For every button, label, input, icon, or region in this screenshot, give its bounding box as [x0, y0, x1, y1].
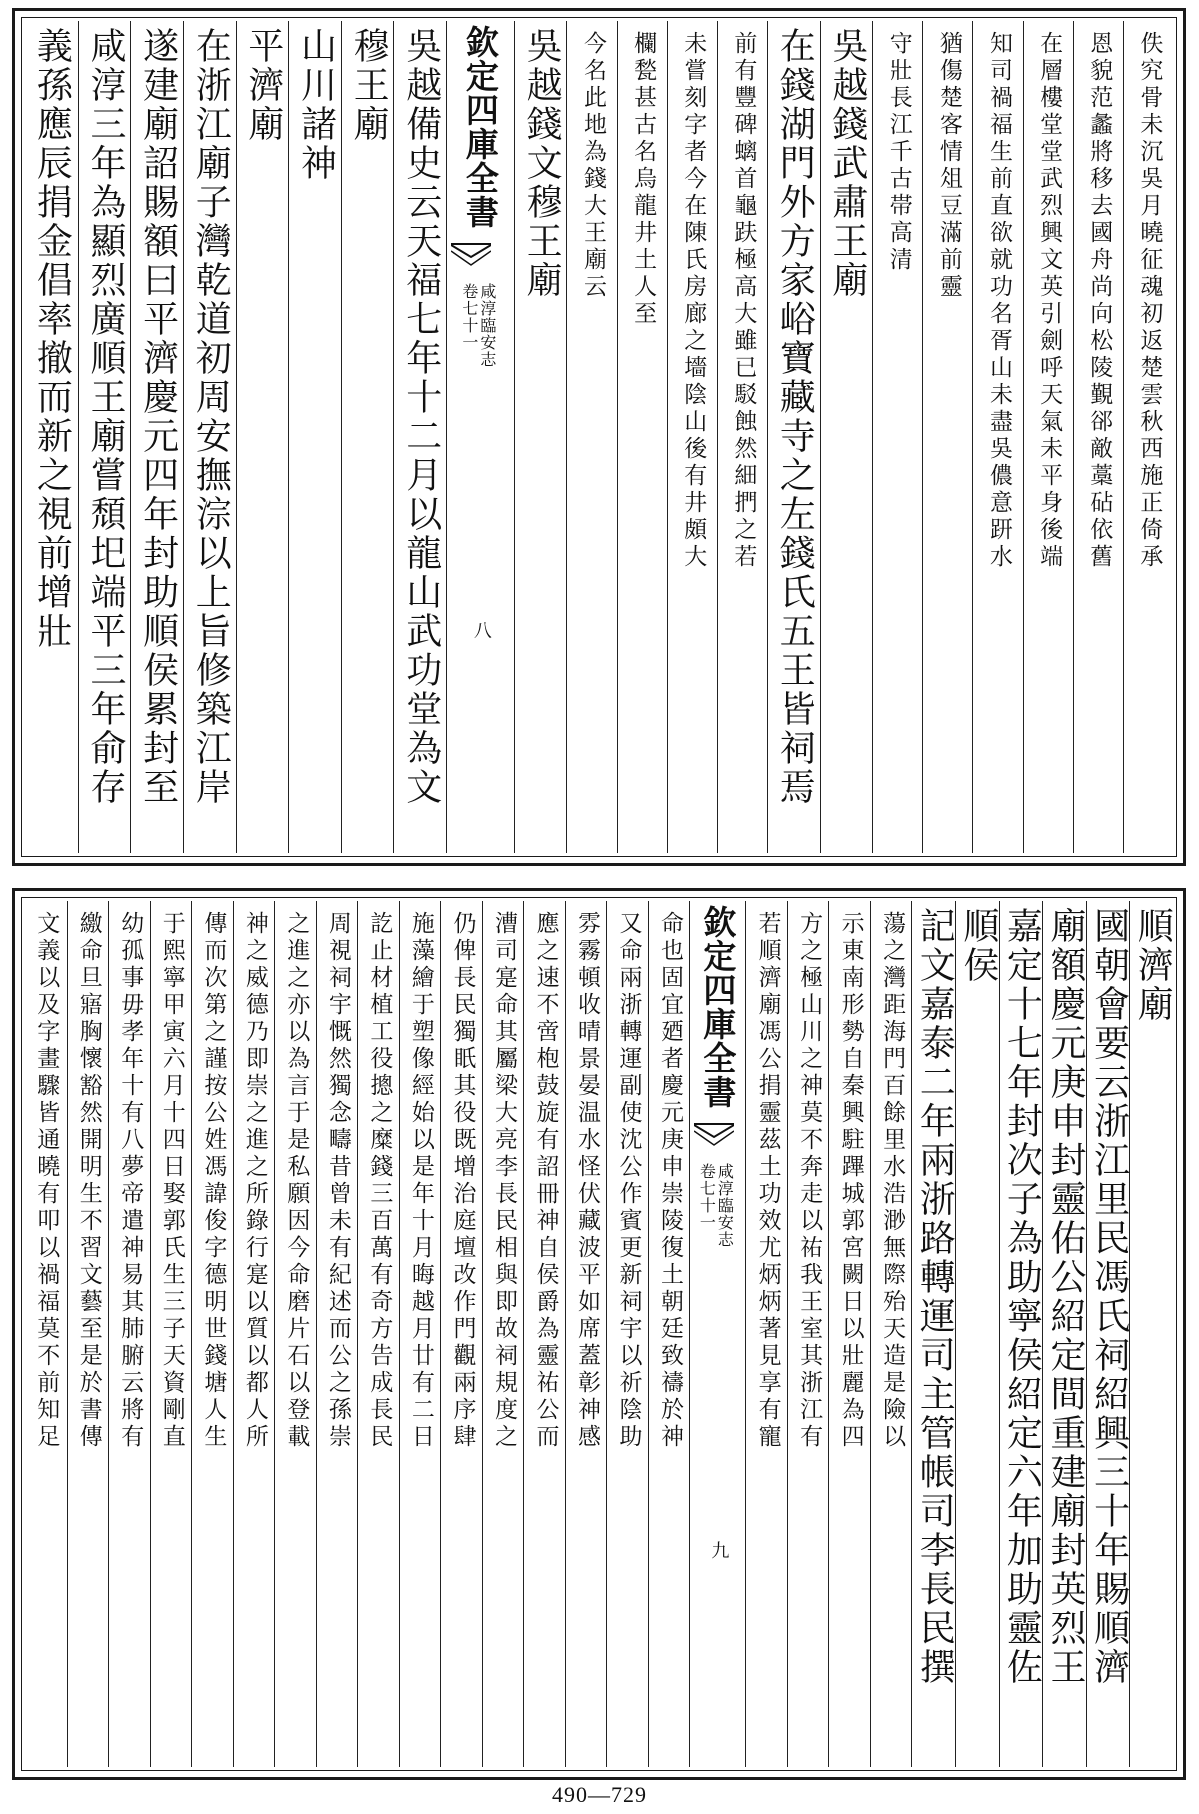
column-text: 未嘗刻字者今在陳氏房廊之墻陰山後有井頗大	[680, 31, 707, 571]
text-column	[183, 21, 236, 853]
text-column	[617, 21, 667, 853]
gutter-folio-number: 八	[470, 621, 492, 639]
column-text: 猶傷楚客情俎豆滿前靈	[935, 31, 962, 301]
column-text: 在層樓堂堂武烈興文英引劍呼天氣未平身後端	[1036, 31, 1063, 571]
text-column	[565, 901, 607, 1767]
column-text: 吳越錢文穆王廟	[521, 27, 563, 300]
text-column	[67, 901, 109, 1767]
column-text: 蕩之灣距海門百餘里水浩渺無際殆天造是險以	[879, 911, 906, 1451]
column-text: 嘉定十七年封次子為助寧侯紹定六年加助靈佐	[1001, 907, 1043, 1687]
column-text: 吳越備史云天福七年十二月以龍山武功堂為文	[400, 27, 442, 807]
column-text: 知司禍福生前直欲就功名胥山未盡吳儂意趼水	[986, 31, 1013, 571]
column-text: 仍俾長民獨眂其役既增治庭壇改作門觀兩序肆	[449, 911, 476, 1451]
column-text: 又命兩浙轉運副使沈公作賓更新祠宇以祈陰助	[615, 911, 642, 1451]
bottom-page-frame	[12, 888, 1186, 1780]
column-text: 雰霧頓收晴景晏温水怪伏藏波平如席蓋彰神感	[573, 911, 600, 1451]
gutter-folio-number: 九	[708, 1541, 730, 1559]
bottom-page-columns	[25, 901, 1173, 1767]
column-text: 傳而次第之謹按公姓馮諱俊字德明世錢塘人生	[200, 911, 227, 1451]
text-column	[274, 901, 316, 1767]
top-page-frame	[12, 8, 1186, 866]
gutter-title: 欽定四庫全書	[698, 905, 738, 1109]
column-text: 佚究骨未沉吳月曉征魂初返楚雲秋西施正倚承	[1136, 31, 1163, 571]
text-column	[316, 901, 358, 1767]
text-column	[872, 21, 922, 853]
column-text: 在錢湖門外方家峪寶藏寺之左錢氏五王皆祠焉	[774, 27, 816, 807]
text-column	[233, 901, 275, 1767]
column-text: 若順濟廟馮公捐靈茲土功效尤炳炳著見享有寵	[754, 911, 781, 1451]
text-column	[972, 21, 1022, 853]
gutter-title: 欽定四庫全書	[460, 25, 500, 229]
text-column	[191, 901, 233, 1767]
column-text: 穆王廟	[348, 27, 390, 144]
column-text: 幼孤事毋孝年十有八夢帝遣神易其肺腑云將有	[117, 911, 144, 1451]
text-column	[828, 901, 870, 1767]
gutter-book-title: 咸淳臨安志	[477, 283, 497, 368]
column-text: 吳越錢武肅王廟	[826, 27, 868, 300]
column-text: 守壯長江千古帯高清	[885, 31, 912, 274]
text-column	[767, 21, 820, 853]
text-column	[1129, 901, 1173, 1767]
column-text: 神之威德乃即崇之進之所錄行寔以質以都人所	[241, 911, 268, 1451]
text-column	[130, 21, 183, 853]
text-column	[1086, 901, 1130, 1767]
column-text: 訖止材植工役摠之糜錢三百萬有奇方告成長民	[366, 911, 393, 1451]
text-column	[1023, 21, 1073, 853]
text-column	[25, 901, 67, 1767]
text-column	[1073, 21, 1123, 853]
column-text: 順濟廟	[1132, 907, 1174, 1024]
column-text: 在浙江廟子灣乾道初周安撫淙以上旨修築江岸	[190, 27, 232, 807]
text-column	[648, 901, 690, 1767]
page-number: 490—729	[552, 1782, 647, 1807]
text-column	[820, 21, 873, 853]
column-text: 命也固宜廼者慶元庚申崇陵復土朝廷致禱於神	[657, 911, 684, 1451]
text-column	[922, 21, 972, 853]
text-column	[745, 901, 787, 1767]
gutter-volume: 卷七十一	[459, 283, 479, 351]
column-text: 廟額慶元庚申封靈佑公紹定間重建廟封英烈王	[1045, 907, 1086, 1687]
column-text: 咸淳三年為顯烈廣順王廟嘗頹圯端平三年俞存	[84, 27, 126, 807]
gutter-book-title: 咸淳臨安志	[715, 1163, 735, 1248]
text-column	[150, 901, 192, 1767]
gutter-volume: 卷七十一	[697, 1163, 717, 1231]
column-text: 方之極山川之神莫不奔走以祐我王室其浙江有	[796, 911, 823, 1451]
column-text: 國朝會要云浙江里民馮氏祠紹興三十年賜順濟	[1088, 907, 1130, 1687]
text-column	[911, 901, 955, 1767]
column-text: 義孫應辰捐金倡率撤而新之視前增壯	[31, 27, 73, 651]
text-column	[357, 901, 399, 1767]
fishtail-mark-icon	[694, 1123, 734, 1149]
text-column	[1123, 21, 1173, 853]
column-text: 欄甃甚古名烏龍井土人至	[630, 31, 657, 328]
text-column	[25, 21, 78, 853]
text-column	[566, 21, 616, 853]
text-column	[108, 901, 150, 1767]
text-column	[482, 901, 524, 1767]
text-column	[440, 901, 482, 1767]
column-text: 漕司寔命其屬梁大亮李長民相與即故祠規度之	[490, 911, 517, 1451]
column-text: 記文嘉泰二年兩浙路轉運司主管帳司李長民撰	[914, 907, 956, 1687]
column-text: 示東南形勢自秦興駐蹕城郭宮闕日以壯麗為四	[837, 911, 864, 1451]
column-text: 順侯	[957, 907, 999, 985]
center-gutter	[446, 21, 514, 853]
text-column	[399, 901, 441, 1767]
text-column	[870, 901, 912, 1767]
column-text: 恩貌范蠡將移去國舟尚向松陵覲郤敵藁砧依舊	[1086, 31, 1113, 571]
fishtail-mark-icon	[451, 243, 491, 269]
center-gutter	[689, 901, 745, 1767]
column-text: 今名此地為錢大王廟云	[579, 31, 606, 301]
column-text: 遂建廟詔賜額曰平濟慶元四年封助順侯累封至	[137, 27, 179, 807]
text-column	[955, 901, 999, 1767]
text-column	[667, 21, 717, 853]
text-column	[1042, 901, 1086, 1767]
text-column	[514, 21, 567, 853]
text-column	[393, 21, 446, 853]
text-column	[523, 901, 565, 1767]
column-text: 文義以及字畫驟皆通曉有叩以禍福莫不前知足	[33, 911, 60, 1451]
text-column	[787, 901, 829, 1767]
text-column	[78, 21, 131, 853]
text-column	[236, 21, 289, 853]
column-text: 之進之亦以為言于是私願因今命磨片石以登載	[283, 911, 310, 1451]
column-text: 于熙寧甲寅六月十四日娶郭氏生三子天資剛直	[158, 911, 185, 1451]
column-text: 周視祠宇慨然獨念疇昔曾未有紀述而公之孫崇	[324, 911, 351, 1451]
column-text: 山川諸神	[295, 27, 337, 183]
top-page-columns	[25, 21, 1173, 853]
text-column	[717, 21, 767, 853]
column-text: 繳命旦寤胸懷豁然開明生不習文藝至是於書傳	[75, 911, 102, 1451]
text-column	[341, 21, 394, 853]
text-column	[606, 901, 648, 1767]
column-text: 應之速不啻枹鼓旋有詔冊神自侯爵為靈祐公而	[532, 911, 559, 1451]
text-column	[288, 21, 341, 853]
column-text: 平濟廟	[242, 27, 284, 144]
column-text: 前有豐碑螭首龜趺極高大雖已駁蝕然細捫之若	[730, 31, 757, 571]
text-column	[999, 901, 1043, 1767]
column-text: 施藻繪于塑像經始以是年十月晦越月廿有二日	[407, 911, 434, 1451]
